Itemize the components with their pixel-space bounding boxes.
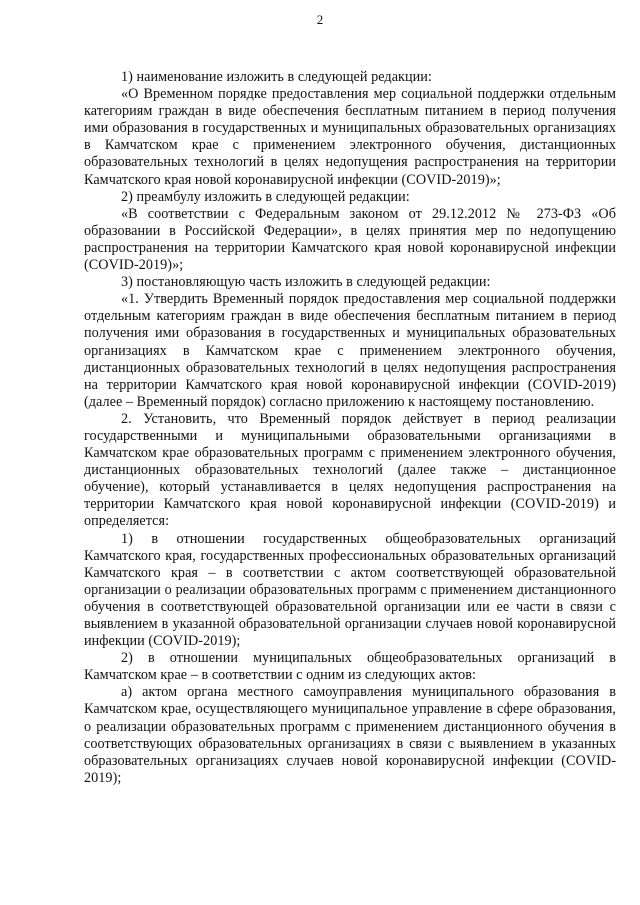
page-number: 2 [316,12,324,27]
paragraph: 1) наименование изложить в следующей редакции: [121,69,432,85]
paragraph: 2) преамбулу изложить в следующей редакции: [121,188,410,205]
document-body [84,69,616,787]
paragraph: 2) в отношении муниципальных общеобразовательных организаций в Камчатском крае – в соответствии с одним из следующих актов: [84,650,616,684]
paragraph: 2. Установить, что Временный порядок действует в период реализации государственными и муниципальными образовательными организациями в Камчатском крае образовательных программ с применением электронного обучения, дистанционных образовательных технологий (далее также – дистанционное обучение), который устанавливается в целях недопущения распространения на территории Камчатского края новой коронавирусной инфекции (COVID-2019) и определяется: [84,410,616,530]
paragraph: 1) в отношении государственных общеобразовательных организаций Камчатского края, государственных профессиональных образовательных организаций Камчатского края – в соответствии с актом соответствующей образовательной организации о реализации образовательных программ с применением дистанционного обучения в соответствующей образовательной организации или ее части в связи с выявлением в указанной образовательной организации случаев новой коронавирусной инфекции (COVID-2019); [84,530,616,650]
paragraph: «В соответствии с Федеральным законом от 29.12.2012 № 273-ФЗ «Об образовании в Российской Федерации», в целях принятия мер по недопущению распространения на территории Камчатского края новой коронавирусной инфекции (COVID-2019)»; [84,205,616,274]
paragraph: «1. Утвердить Временный порядок предоставления мер социальной поддержки отдельным категориям граждан в виде обеспечения бесплатным питанием в период получения ими образования в государственных и муниципальных образовательных организациях в Камчатском крае с применением электронного обучения, дистанционных образовательных технологий в целях недопущения распространения на территории Камчатского края новой коронавирусной инфекции (COVID-2019) (далее – Временный порядок) согласно приложению к настоящему постановлению. [84,291,616,410]
paragraph: «О Временном порядке предоставления мер социальной поддержки отдельным категориям граждан в виде обеспечения бесплатным питанием в период получения ими образования в государственных и муниципальных образовательных организациях в Камчатском крае с применением электронного обучения, дистанционных образовательных технологий в целях недопущения распространения на территории Камчатского края новой коронавирусной инфекции (COVID-2019)»; [84,86,616,188]
paragraph: 3) постановляющую часть изложить в следующей редакции: [121,274,491,291]
paragraph: а) актом органа местного самоуправления муниципального образования в Камчатском крае, осуществляющего муниципальное управление в сфере образования, о реализации образовательных программ с применением дистанционного обучения в соответствующих образовательных организациях в связи с выявлением в указанных образовательных организациях случаев новой коронавирусной инфекции (COVID-2019); [84,684,616,786]
